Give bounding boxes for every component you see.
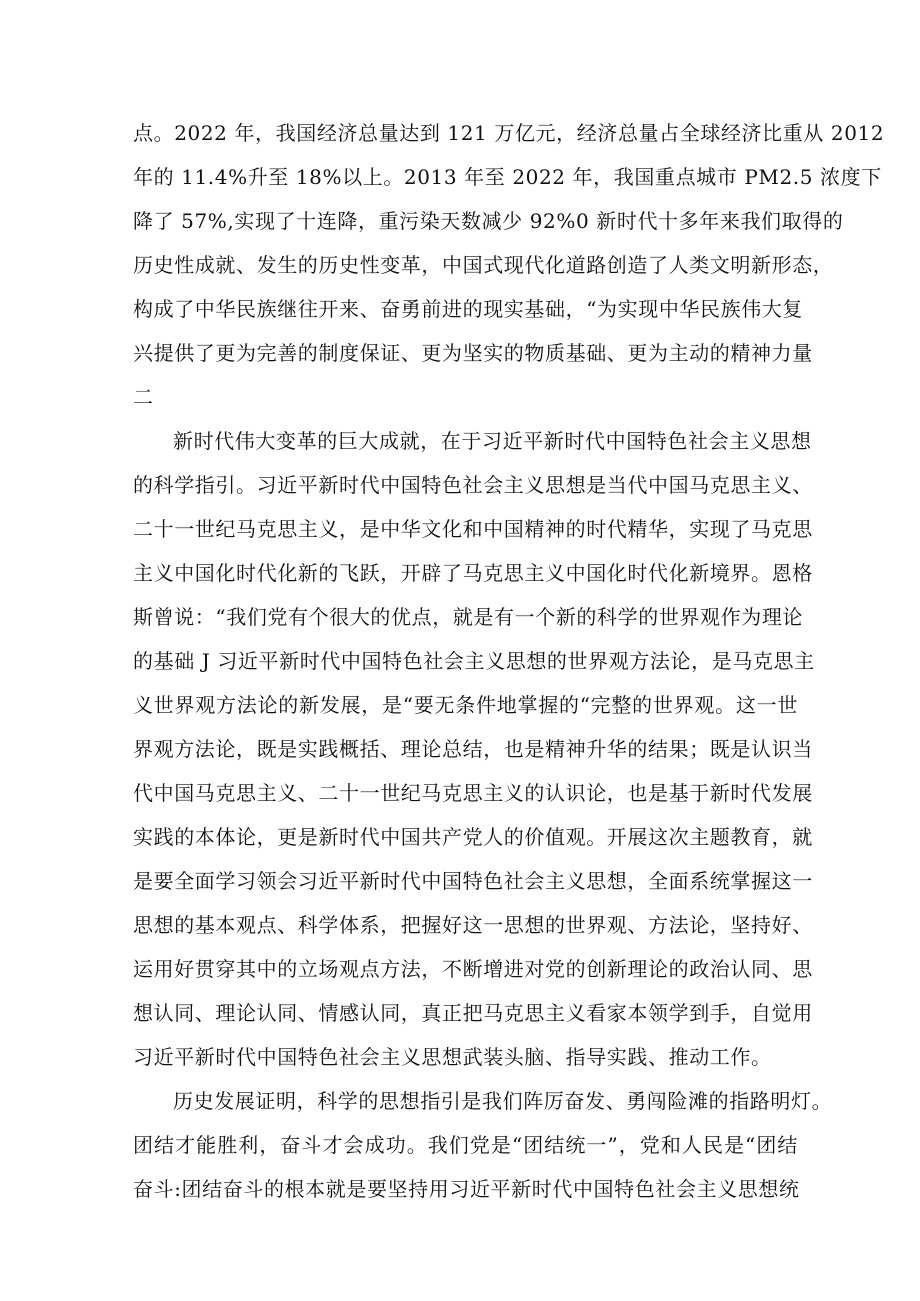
p2-line-15: 习近平新时代中国特色社会主义思想武装头脑、指导实践、推动工作。 xyxy=(133,1045,772,1069)
p2-line-12: 思想的基本观点、科学体系，把握好这一思想的世界观、方法论，坚持好、 xyxy=(133,913,813,937)
p2-line-14: 想认同、理论认同、情感认同，真正把马克思主义看家本领学到手，自觉用 xyxy=(133,1001,813,1025)
p2-line-10: 实践的本体论，更是新时代中国共产党人的价值观。开展这次主题教育，就 xyxy=(133,825,813,849)
p3-line-1: 历史发展证明，科学的思想指引是我们阵厉奋发、勇闯险滩的指路明灯。 xyxy=(173,1089,833,1113)
p1-line-4: 历史性成就、发生的历史性变革，中国式现代化道路创造了人类文明新形态， xyxy=(133,253,834,277)
p2-line-5: 斯曾说：“我们党有个很大的优点，就是有一个新的科学的世界观作为理论 xyxy=(133,605,804,629)
p1-line-5: 构成了中华民族继往开来、奋勇前进的现实基础，“为实现中华民族伟大复 xyxy=(133,297,804,321)
p2-line-4: 主义中国化时代化新的飞跃，开辟了马克思主义中国化时代化新境界。恩格 xyxy=(133,561,813,585)
p2-line-7: 义世界观方法论的新发展，是“要无条件地掌握的“完整的世界观。这一世 xyxy=(133,693,798,717)
p2-line-11: 是要全面学习领会习近平新时代中国特色社会主义思想，全面系统掌握这一 xyxy=(133,869,813,893)
p2-line-3: 二十一世纪马克思主义，是中华文化和中国精神的时代精华，实现了马克思 xyxy=(133,517,813,541)
p3-line-2: 团结才能胜利，奋斗才会成功。我们党是“团结统一”，党和人民是“团结 xyxy=(133,1133,798,1157)
p2-line-9: 代中国马克思主义、二十一世纪马克思主义的认识论，也是基于新时代发展 xyxy=(133,781,813,805)
p2-line-2: 的科学指引。习近平新时代中国特色社会主义思想是当代中国马克思主义、 xyxy=(133,473,813,497)
p2-line-8: 界观方法论，既是实践概括、理论总结，也是精神升华的结果；既是认识当 xyxy=(133,737,813,761)
p1-line-6: 兴提供了更为完善的制度保证、更为坚实的物质基础、更为主动的精神力量 xyxy=(133,341,813,365)
p2-line-6: 的基础 J 习近平新时代中国特色社会主义思想的世界观方法论，是马克思主 xyxy=(133,649,815,673)
p2-line-13: 运用好贯穿其中的立场观点方法，不断增进对党的创新理论的政治认同、思 xyxy=(133,957,813,981)
p2-line-1: 新时代伟大变革的巨大成就，在于习近平新时代中国特色社会主义思想 xyxy=(173,429,812,453)
p3-line-3: 奋斗:团结奋斗的根本就是要坚持用习近平新时代中国特色社会主义思想统 xyxy=(133,1177,800,1201)
p1-line-3: 降了 57%,实现了十连降，重污染天数减少 92%0 新时代十多年来我们取得的 xyxy=(133,209,844,233)
p1-line-1: 点。2022 年，我国经济总量达到 121 万亿元，经济总量占全球经济比重从 2012 xyxy=(133,121,885,145)
p1-line-2: 年的 11.4%升至 18%以上。2013 年至 2022 年，我国重点城市 PM2.5 浓度下 xyxy=(133,165,882,189)
p1-line-7: 二 xyxy=(133,385,154,409)
